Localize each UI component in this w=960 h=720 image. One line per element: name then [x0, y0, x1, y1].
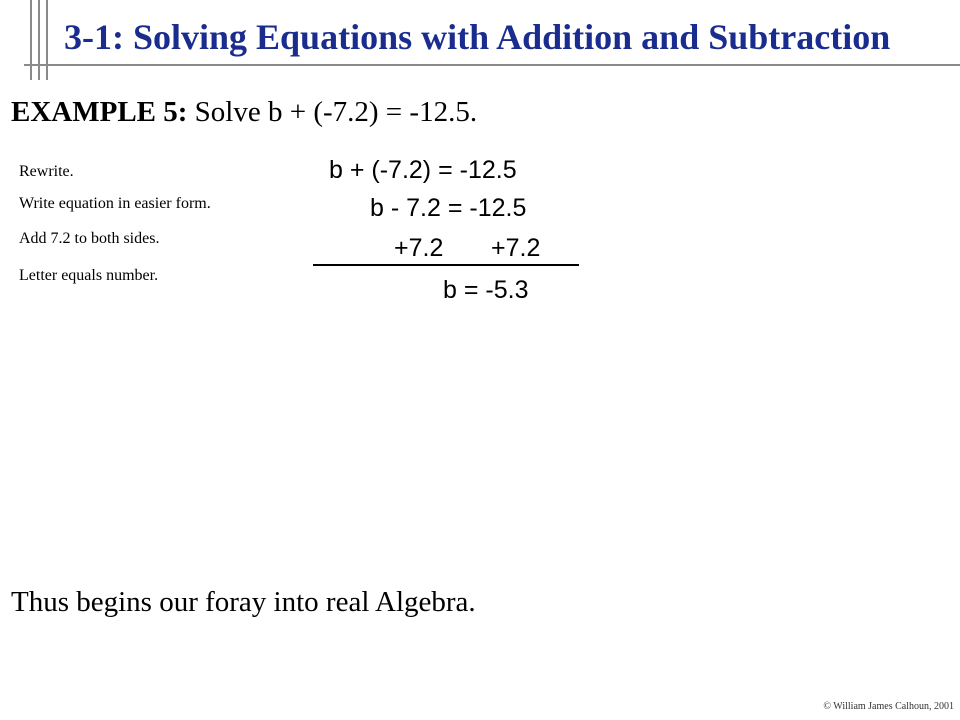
copyright-notice: © William James Calhoun, 2001	[823, 701, 954, 712]
frame-horizontal-line	[24, 64, 960, 66]
step-rewrite: Rewrite.	[19, 163, 74, 180]
example-heading	[11, 96, 477, 129]
equation-divider-line	[313, 264, 579, 266]
equation-line-2: b - 7.2 = -12.5	[370, 194, 527, 222]
step-add-both-sides: Add 7.2 to both sides.	[19, 230, 160, 247]
slide-title: 3-1: Solving Equations with Addition and Subtraction	[64, 17, 891, 57]
equation-add-right: +7.2	[491, 234, 541, 262]
frame-vertical-line-3	[46, 0, 48, 80]
example-label: EXAMPLE 5:	[11, 96, 188, 128]
equation-line-1: b + (-7.2) = -12.5	[329, 156, 517, 184]
example-problem: Solve b + (-7.2) = -12.5.	[194, 96, 478, 128]
frame-vertical-line-1	[30, 0, 32, 80]
equation-result: b = -5.3	[443, 276, 529, 304]
equation-add-left: +7.2	[394, 234, 444, 262]
frame-vertical-line-2	[38, 0, 40, 80]
closing-text: Thus begins our foray into real Algebra.	[11, 586, 476, 618]
step-easier-form: Write equation in easier form.	[19, 195, 211, 212]
step-letter-equals-number: Letter equals number.	[19, 267, 159, 284]
